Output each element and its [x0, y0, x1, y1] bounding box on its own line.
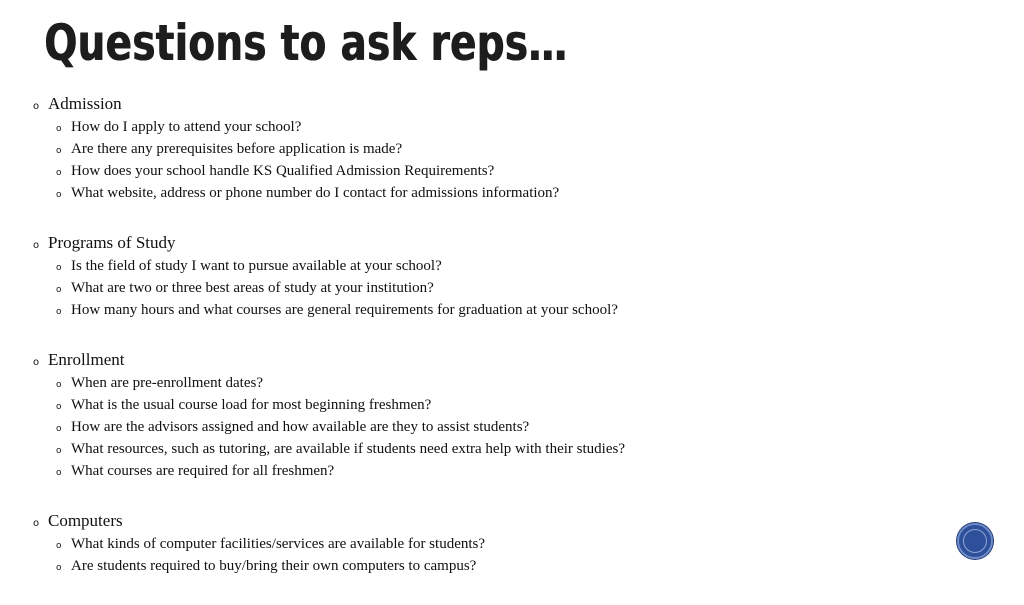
list-item [33, 278, 1013, 300]
question-list [33, 373, 1013, 483]
bullet-icon: o [56, 424, 62, 434]
list-item-text: What kinds of computer facilities/services are available for students? [71, 536, 486, 552]
list-item [33, 139, 1013, 161]
list-item [33, 256, 1013, 278]
slide-title: Questions to ask reps… [44, 14, 568, 72]
list-item-text: What resources, such as tutoring, are available if students need extra help with their studies? [71, 441, 625, 457]
list-item-text: How are the advisors assigned and how available are they to assist students? [71, 419, 530, 435]
bullet-icon: o [56, 468, 62, 478]
section-heading [33, 232, 1013, 256]
list-item [33, 461, 1013, 483]
question-list [33, 117, 1013, 205]
section-heading [33, 349, 1013, 373]
bullet-icon: o [56, 146, 62, 156]
bullet-icon: o [56, 285, 62, 295]
bullet-icon: o [56, 541, 62, 551]
bullet-icon: o [56, 307, 62, 317]
list-item-text: What is the usual course load for most beginning freshmen? [71, 397, 432, 413]
bullet-icon: o [56, 380, 62, 390]
list-item-text: Is the field of study I want to pursue available at your school? [71, 258, 442, 274]
section-heading-text: Computers [48, 511, 123, 530]
section-heading [33, 510, 1013, 534]
list-item-text: Are students required to buy/bring their own computers to campus? [71, 558, 477, 574]
question-list [33, 534, 1013, 578]
bullet-icon: o [56, 446, 62, 456]
list-item-text: What courses are required for all freshmen? [71, 463, 335, 479]
section-heading-text: Admission [48, 94, 122, 113]
bullet-icon: o [33, 101, 40, 112]
section-programs-of-study [33, 232, 1013, 322]
section-heading-text: Programs of Study [48, 233, 176, 252]
bullet-icon: o [33, 518, 40, 529]
list-item [33, 373, 1013, 395]
bullet-icon: o [56, 402, 62, 412]
list-item [33, 556, 1013, 578]
list-item-text: How does your school handle KS Qualified Admission Requirements? [71, 163, 495, 179]
list-item-text: What website, address or phone number do I contact for admissions information? [71, 185, 560, 201]
bullet-icon: o [56, 190, 62, 200]
question-list [33, 256, 1013, 322]
bullet-icon: o [33, 240, 40, 251]
section-computers [33, 510, 1013, 578]
slide-nav-button[interactable] [957, 523, 993, 559]
list-item [33, 534, 1013, 556]
bullet-icon: o [56, 263, 62, 273]
list-item [33, 417, 1013, 439]
bullet-icon: o [56, 563, 62, 573]
list-item-text: Are there any prerequisites before application is made? [71, 141, 403, 157]
list-item-text: What are two or three best areas of study at your institution? [71, 280, 434, 296]
slide-content [33, 93, 1013, 605]
list-item-text: How many hours and what courses are general requirements for graduation at your school? [71, 302, 618, 318]
section-enrollment [33, 349, 1013, 483]
list-item [33, 300, 1013, 322]
list-item [33, 395, 1013, 417]
list-item-text: When are pre-enrollment dates? [71, 375, 263, 391]
section-heading-text: Enrollment [48, 350, 125, 369]
list-item [33, 439, 1013, 461]
bullet-icon: o [56, 124, 62, 134]
section-admission [33, 93, 1013, 205]
list-item [33, 117, 1013, 139]
list-item [33, 161, 1013, 183]
list-item [33, 183, 1013, 205]
bullet-icon: o [56, 168, 62, 178]
bullet-icon: o [33, 357, 40, 368]
nav-ring-icon [963, 529, 987, 553]
section-heading [33, 93, 1013, 117]
list-item-text: How do I apply to attend your school? [71, 119, 302, 135]
